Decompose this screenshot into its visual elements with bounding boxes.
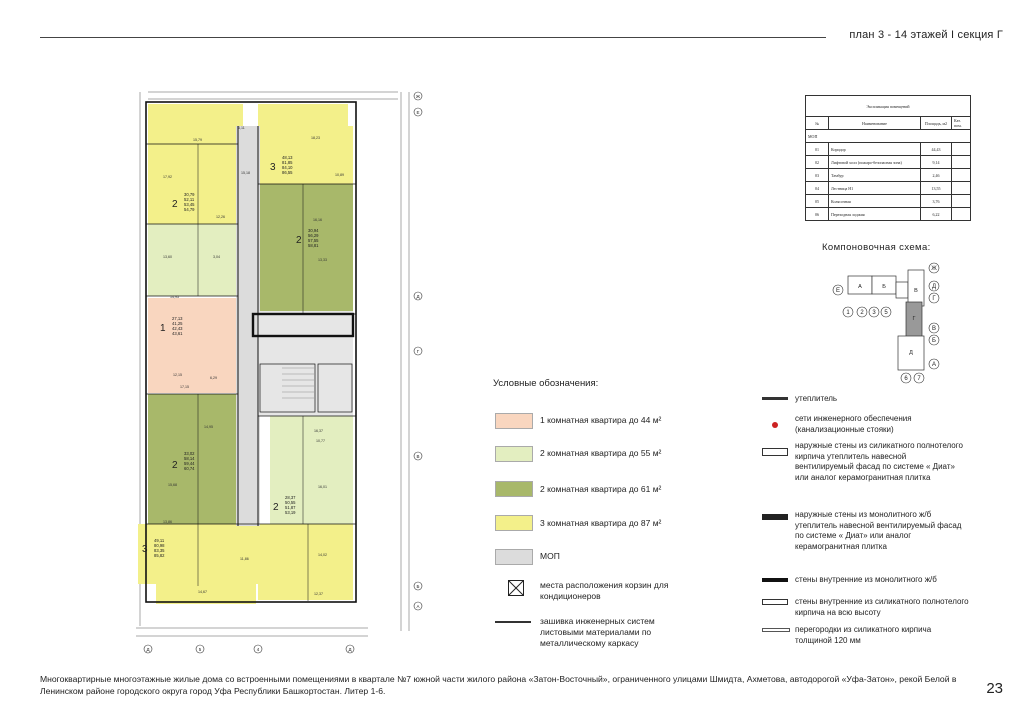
room-area: 12,15 [173, 373, 182, 377]
room-area: 14,95 [204, 425, 213, 429]
apt-area: 86,55 [282, 170, 293, 175]
apt-rooms: 3 [270, 162, 276, 173]
legend-label: 3 комнатная квартира до 87 м² [540, 518, 662, 528]
room-area: 13,60 [163, 255, 172, 259]
apt-3-top-right-a [258, 104, 348, 126]
axis-label: Д [146, 647, 150, 652]
apt-1-left [148, 298, 240, 393]
room-area: 17,15 [180, 385, 189, 389]
section-label: Б [882, 284, 886, 290]
legend-monolith-wall [762, 514, 788, 520]
apt-rooms: 2 [273, 502, 279, 513]
room-area: 10,77 [316, 439, 325, 443]
apt-area: 30,94 [308, 228, 319, 233]
room-area: 16,16 [313, 218, 322, 222]
col-cat: Кат. пом. [952, 117, 971, 130]
sewer-riser-icon [772, 422, 778, 428]
table-row: 01 Коридор 44,43 [806, 143, 971, 156]
axis-letter: А [931, 362, 937, 368]
apt-3-bottom-right [258, 524, 353, 600]
axis-number: 6 [904, 376, 908, 382]
apt-2-left-1 [148, 224, 238, 296]
axis-letter: Г [932, 296, 936, 302]
apt-area: 85,82 [154, 553, 165, 558]
corridor [236, 126, 260, 526]
room-area: 12,37 [314, 592, 323, 596]
apt-area: 58,81 [308, 243, 319, 248]
apt-area: 58,14 [184, 456, 195, 461]
legend-swatch-2room-55 [495, 446, 533, 462]
layout-scheme [828, 262, 958, 384]
page-title: план 3 - 14 этажей I секция Г [849, 29, 1003, 41]
apt-area: 52,11 [184, 197, 195, 202]
apt-rooms: 1 [160, 323, 166, 334]
apt-area: 41,25 [172, 321, 183, 326]
axis-label: Ж [415, 94, 421, 99]
room-area: 15,79 [193, 138, 202, 142]
room-area: 16,37 [314, 429, 323, 433]
table-row: 06 Переходная лоджия 6,22 [806, 208, 971, 221]
apt-area: 83,35 [154, 548, 165, 553]
apt-area: 50,55 [285, 500, 296, 505]
room-area: 15,18 [241, 171, 250, 175]
apt-area: 54,79 [184, 207, 195, 212]
legend-label: места расположения корзин для кондиционеров [540, 580, 669, 601]
legend-label: 1 комнатная квартира до 44 м² [540, 415, 662, 425]
legend-swatch-1room [495, 413, 533, 429]
legend-label: 2 комнатная квартира до 55 м² [540, 448, 662, 458]
axis-letter: В [931, 326, 937, 332]
legend2-label: наружные стены из силикатного полнотелого кирпича утеплитель навесной вентилируемый фасад по системе « Диат» или аналог керамогранитная плитка [795, 441, 963, 482]
room-area: 12,26 [216, 215, 225, 219]
room-area: 14,02 [318, 553, 327, 557]
legend-silicate-wall [762, 448, 788, 456]
room-area: 6,29 [210, 376, 217, 380]
apt-area: 59,44 [184, 461, 195, 466]
page-number: 23 [986, 680, 1003, 697]
col-area: Площадь, м2 [921, 117, 952, 130]
legend-partition [762, 628, 790, 632]
legend-inner-monolith [762, 578, 788, 582]
apt-area: 84,10 [282, 165, 293, 170]
room-area: 17,92 [163, 175, 172, 179]
legend-swatch-2room-61 [495, 481, 533, 497]
stair-lift-core [258, 311, 353, 416]
room-area: 6,11 [238, 126, 245, 130]
balcony-bottom [156, 584, 256, 604]
axis-label: Б [416, 584, 420, 589]
legend-title: Условные обозначения: [493, 378, 599, 389]
table-row: 03 Тамбур 2,46 [806, 169, 971, 182]
section-label: Д [909, 350, 913, 356]
apt-area: 48,13 [282, 155, 293, 160]
legend-label: МОП [540, 551, 560, 561]
room-area: 10,89 [335, 173, 344, 177]
apt-area: 49,11 [154, 538, 165, 543]
legend2-label: стены внутренние из силикатного полнотелого кирпича на всю высоту [795, 597, 969, 617]
apt-area: 56,29 [308, 233, 319, 238]
axis-number: 7 [917, 376, 921, 382]
apt-rooms: 2 [172, 199, 178, 210]
col-name: Наименование [829, 117, 921, 130]
section-label: В [914, 288, 918, 294]
axis-letter: Е [835, 288, 841, 294]
apt-area: 51,87 [285, 505, 296, 510]
legend-swatch-3room [495, 515, 533, 531]
axis-label: В [416, 454, 420, 459]
legend-swatch-mop [495, 549, 533, 565]
room-area: 14,67 [198, 590, 207, 594]
scheme-title: Компоновочная схема: [822, 242, 931, 253]
axis-label: Г [416, 349, 420, 354]
legend2-label: наружные стены из монолитного ж/б утеплитель навесной вентилируемый фасад по системе « Диат» или аналог керамогранитная плитка [795, 510, 962, 551]
room-area: 13,86 [163, 520, 172, 524]
axis-number: 1 [846, 310, 850, 316]
legend-line-shaft [495, 621, 531, 623]
room-area: 11,86 [240, 557, 249, 561]
table-row: 05 Колясочная 3,76 [806, 195, 971, 208]
table-row: 02 Лифтовой холл (пожаро-безопасная зона) 9,14 [806, 156, 971, 169]
apt-2-right-1 [258, 184, 353, 314]
section-label: Г [912, 316, 916, 322]
legend-label: зашивка инженерных систем листовыми материалами по металлическому каркасу [540, 616, 655, 648]
apt-area: 57,55 [308, 238, 319, 243]
apt-rooms: 3 [142, 544, 148, 555]
apt-area: 28,37 [285, 495, 296, 500]
floor-plan [118, 86, 438, 664]
apt-3-upper-left [148, 144, 236, 224]
apt-area: 30,79 [184, 192, 195, 197]
table-row: 04 Лестница Н1 13,55 [806, 182, 971, 195]
col-num: № [806, 117, 829, 130]
axis-label: Д [348, 647, 352, 652]
room-area: 13,33 [318, 258, 327, 262]
legend-insulation-line [762, 397, 788, 400]
axis-label: Е [416, 110, 420, 115]
legend2-label: перегородки из силикатного кирпича толщиной 120 мм [795, 625, 932, 645]
axis-letter: Б [932, 338, 936, 344]
apt-area: 53,19 [285, 510, 296, 515]
group-row: МОП [806, 130, 971, 143]
axis-label: 4 [256, 647, 260, 652]
axis-label: Д [416, 294, 420, 299]
axis-letter: Ж [931, 266, 937, 272]
explication-table [805, 95, 971, 221]
apt-area: 53,45 [184, 202, 195, 207]
legend2-label: утеплитель [795, 394, 838, 403]
room-area: 16,01 [318, 485, 327, 489]
header-rule [40, 37, 826, 38]
room-area: 14,95 [170, 295, 179, 299]
apt-area: 81,85 [282, 160, 293, 165]
axis-label: А [416, 604, 420, 609]
axis-label: 5 [198, 647, 202, 652]
apt-area: 60,74 [184, 466, 195, 471]
apt-area: 42,43 [172, 326, 183, 331]
apt-2-right-2 [270, 416, 353, 526]
ac-basket-icon [508, 580, 524, 596]
axis-number: 3 [872, 310, 876, 316]
legend-inner-silicate [762, 599, 788, 605]
axis-number: 2 [860, 310, 864, 316]
apt-area: 43,61 [172, 331, 183, 336]
apt-area: 27,13 [172, 316, 183, 321]
apt-rooms: 2 [172, 460, 178, 471]
legend-label: 2 комнатная квартира до 61 м² [540, 484, 662, 494]
axis-letter: Д [931, 284, 937, 290]
room-area: 18,23 [311, 136, 320, 140]
footer-description: Многоквартирные многоэтажные жилые дома со встроенными помещениями в квартале №7 южной части жилого района «Затон-Восточный», ограниченного улицами Шмидта, Ахметова, автодорогой «Уфа-Затон», рекой Белой в Ленинском районе городского округа город Уфа Республики Башкортостан. Литер 1-6. [40, 674, 957, 696]
explication-caption: Экспликация помещений [806, 96, 971, 117]
apt-area: 80,98 [154, 543, 165, 548]
legend2-label: сети инженерного обеспечения (канализационные стояки) [795, 414, 912, 434]
legend2-label: стены внутренние из монолитного ж/б [795, 575, 937, 584]
room-area: 3,04 [213, 255, 220, 259]
section-label: А [858, 284, 862, 290]
apt-area: 33,02 [184, 451, 195, 456]
room-area: 15,68 [168, 483, 177, 487]
apt-rooms: 2 [296, 235, 302, 246]
axis-number: 5 [884, 310, 888, 316]
